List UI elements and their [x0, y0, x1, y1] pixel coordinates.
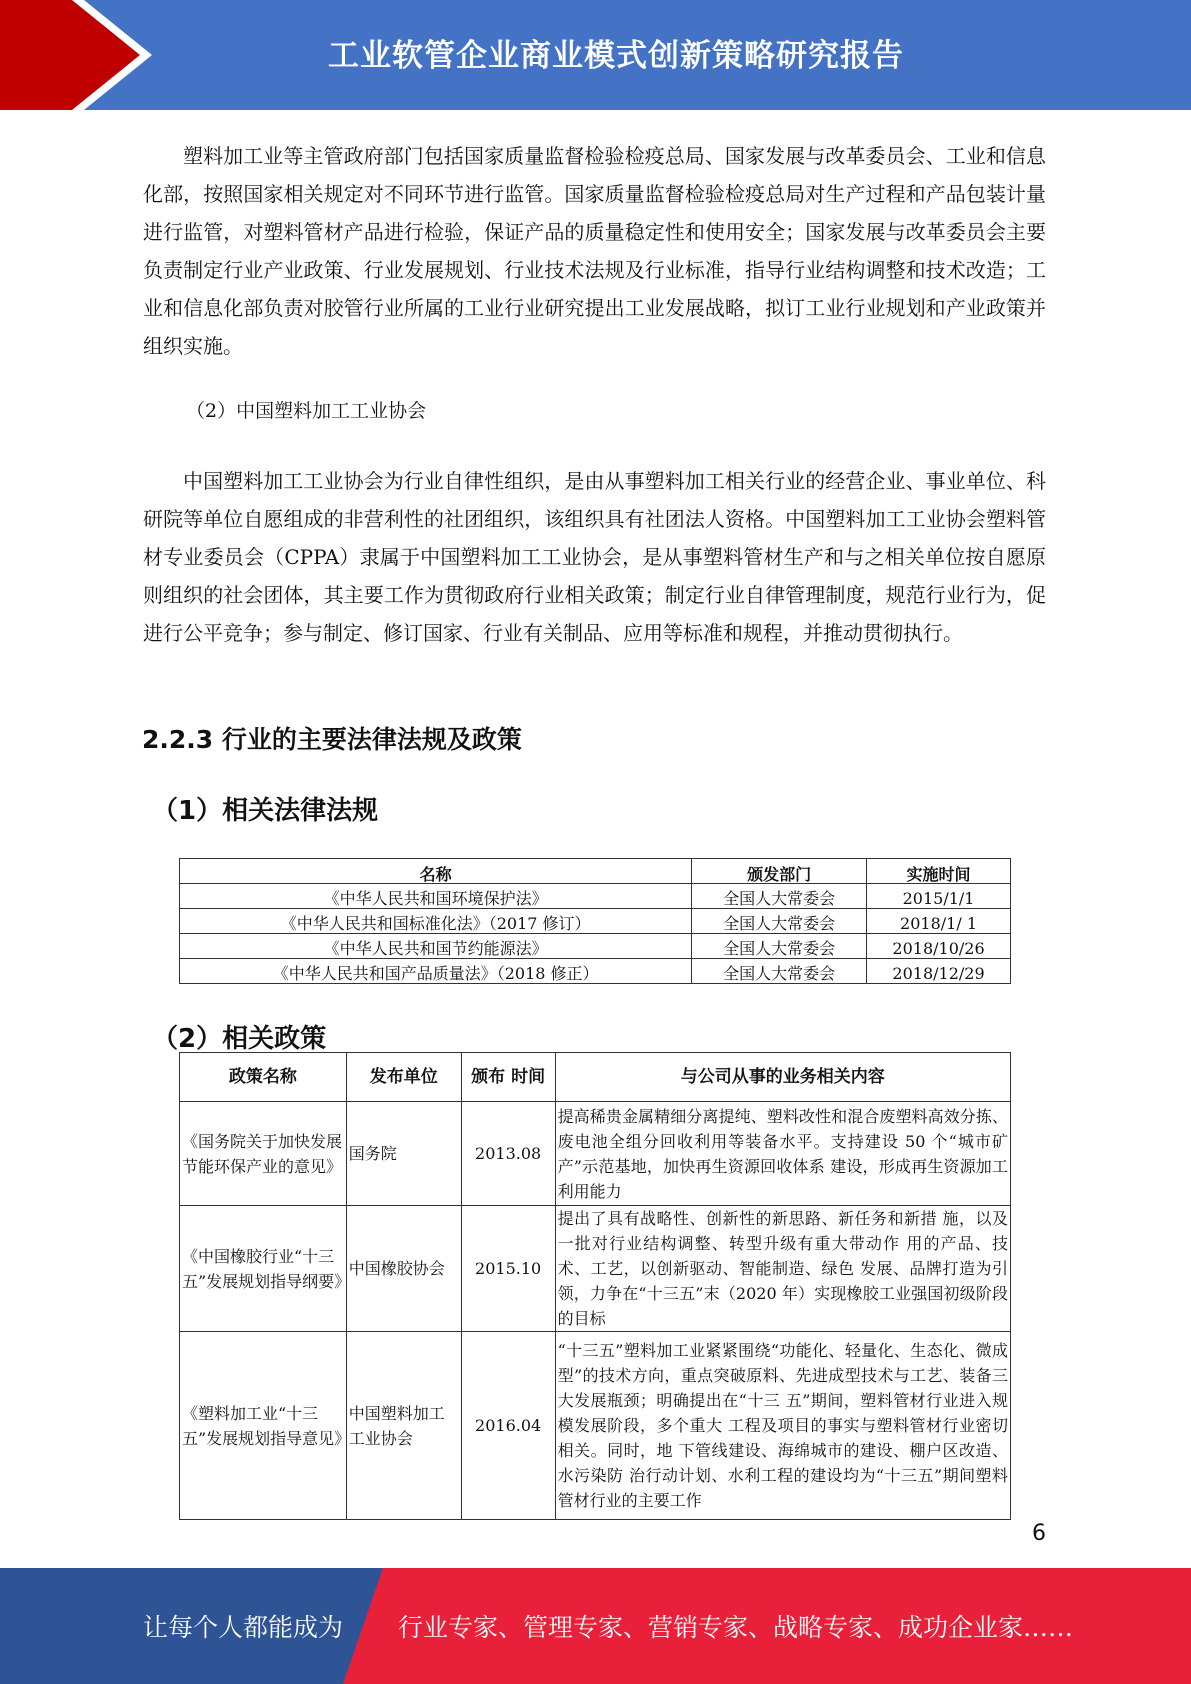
law-name: 《中华人民共和国产品质量法》（2018 修正） [180, 959, 692, 984]
section-heading: 2.2.3 行业的主要法律法规及政策 [142, 725, 522, 754]
table-row [180, 884, 1011, 909]
header-cell-name: 名称 [180, 859, 692, 884]
laws-heading: （1）相关法律法规 [152, 796, 379, 826]
header-cell-related-content: 与公司从事的业务相关内容 [555, 1053, 1010, 1102]
paragraph-association: 中国塑料加工工业协会为行业自律性组织，是由从事塑料加工相关行业的经营企业、事业单位、科研院等单位自愿组成的非营利性的社团组织，该组织具有社团法人资格。中国塑料加工工业协会塑料管材专业委员会（CPPA）隶属于中国塑料加工工业协会，是从事塑料管材生产和与之相关单位按自愿原则组织的社会团体，其主要工作为贯彻政府行业相关政策；制定行业自律管理制度，规范行业行为，促进行公平竞争；参与制定、修订国家、行业有关制品、应用等标准和规程，并推动贯彻执行。 [143, 469, 1046, 645]
footer-slogan-left: 让每个人都能成为 [143, 1613, 344, 1642]
policy-date: 2016.04 [461, 1332, 555, 1520]
table-header-row [180, 1053, 1011, 1102]
table-row [180, 934, 1011, 959]
page-footer [0, 1568, 1191, 1684]
paragraph-regulators: 塑料加工业等主管政府部门包括国家质量监督检验检疫总局、国家发展与改革委员会、工业和信息化部，按照国家相关规定对不同环节进行监管。国家质量监督检验检疫总局对生产过程和产品包装计量进行监管，对塑料管材产品进行检验，保证产品的质量稳定性和使用安全；国家发展与改革委员会主要负责制定行业产业政策、行业发展规划、行业技术法规及行业标准，指导行业结构调整和技术改造；工业和信息化部负责对胶管行业所属的工业行业研究提出工业发展战略，拟订工业行业规划和产业政策并组织实施。 [143, 144, 1046, 358]
header-arrow-decoration [0, 0, 160, 110]
law-date: 2018/12/29 [867, 959, 1011, 984]
law-issuer: 全国人大常委会 [692, 884, 867, 909]
table-header-row [180, 859, 1011, 884]
policy-content: “十三五”塑料加工业紧紧围绕“功能化、轻量化、生态化、微成型”的技术方向，重点突破原料、先进成型技术与工艺、装备三大发展瓶颈；明确提出在“十三 五”期间，塑料管材行业进入规模发展阶段，多个重大 工程及项目的事实与塑料管材行业密切相关。同时，地 下管线建设、海绵城市的建设、棚户区改造、水污染防 治行动计划、水利工程的建设均为“十三五”期间塑料 管材行业的主要工作 [555, 1332, 1010, 1520]
footer-slogan-right: 行业专家、管理专家、营销专家、战略专家、成功企业家…… [398, 1613, 1074, 1642]
policy-name: 《中国橡胶行业“十三五”发展规划指导纲要》 [180, 1206, 347, 1332]
report-title: 工业软管企业商业模式创新策略研究报告 [328, 38, 904, 74]
policy-heading: （2）相关政策 [152, 1024, 327, 1054]
table-row [180, 1102, 1011, 1206]
header-cell-policy-name: 政策名称 [180, 1053, 347, 1102]
law-name: 《中华人民共和国节约能源法》 [180, 934, 692, 959]
table-row [180, 1206, 1011, 1332]
law-issuer: 全国人大常委会 [692, 934, 867, 959]
policy-date: 2015.10 [461, 1206, 555, 1332]
header-cell-date: 实施时间 [867, 859, 1011, 884]
law-issuer: 全国人大常委会 [692, 909, 867, 934]
law-date: 2015/1/1 [867, 884, 1011, 909]
policy-name: 《国务院关于加快发展节能环保产业的意见》 [180, 1102, 347, 1206]
header-cell-publish-date: 颁布 时间 [461, 1053, 555, 1102]
table-row [180, 959, 1011, 984]
law-name: 《中华人民共和国环境保护法》 [180, 884, 692, 909]
policy-publisher: 中国橡胶协会 [346, 1206, 461, 1332]
header-cell-issuer: 颁发部门 [692, 859, 867, 884]
table-row [180, 1332, 1011, 1520]
policy-content: 提高稀贵金属精细分离提纯、塑料改性和混合废塑料高效分拣、废电池全组分回收利用等装备水平。支持建设 50 个“城市矿产”示范基地，加快再生资源回收体系 建设，形成再生资源加工利用能力 [555, 1102, 1010, 1206]
policy-publisher: 中国塑料加工工业协会 [346, 1332, 461, 1520]
table-row [180, 909, 1011, 934]
policy-date: 2013.08 [461, 1102, 555, 1206]
law-date: 2018/1/ 1 [867, 909, 1011, 934]
sub-heading-association: （2）中国塑料加工工业协会 [186, 400, 427, 422]
policy-name: 《塑料加工业“十三五”发展规划指导意见》 [180, 1332, 347, 1520]
policy-table [179, 1052, 1011, 1520]
policy-content: 提出了具有战略性、创新性的新思路、新任务和新措 施，以及一批对行业结构调整、转型升级有重大带动作 用的产品、技术、工艺，以创新驱动、智能制造、绿色 发展、品牌打造为引领，力争在“十三五”末（2020 年）实现橡胶工业强国初级阶段的目标 [555, 1206, 1010, 1332]
page-header [0, 0, 1191, 110]
law-name: 《中华人民共和国标准化法》（2017 修订） [180, 909, 692, 934]
laws-table [179, 858, 1011, 984]
law-issuer: 全国人大常委会 [692, 959, 867, 984]
law-date: 2018/10/26 [867, 934, 1011, 959]
header-cell-publisher: 发布单位 [346, 1053, 461, 1102]
policy-publisher: 国务院 [346, 1102, 461, 1206]
page-number: 6 [1032, 1521, 1046, 1546]
